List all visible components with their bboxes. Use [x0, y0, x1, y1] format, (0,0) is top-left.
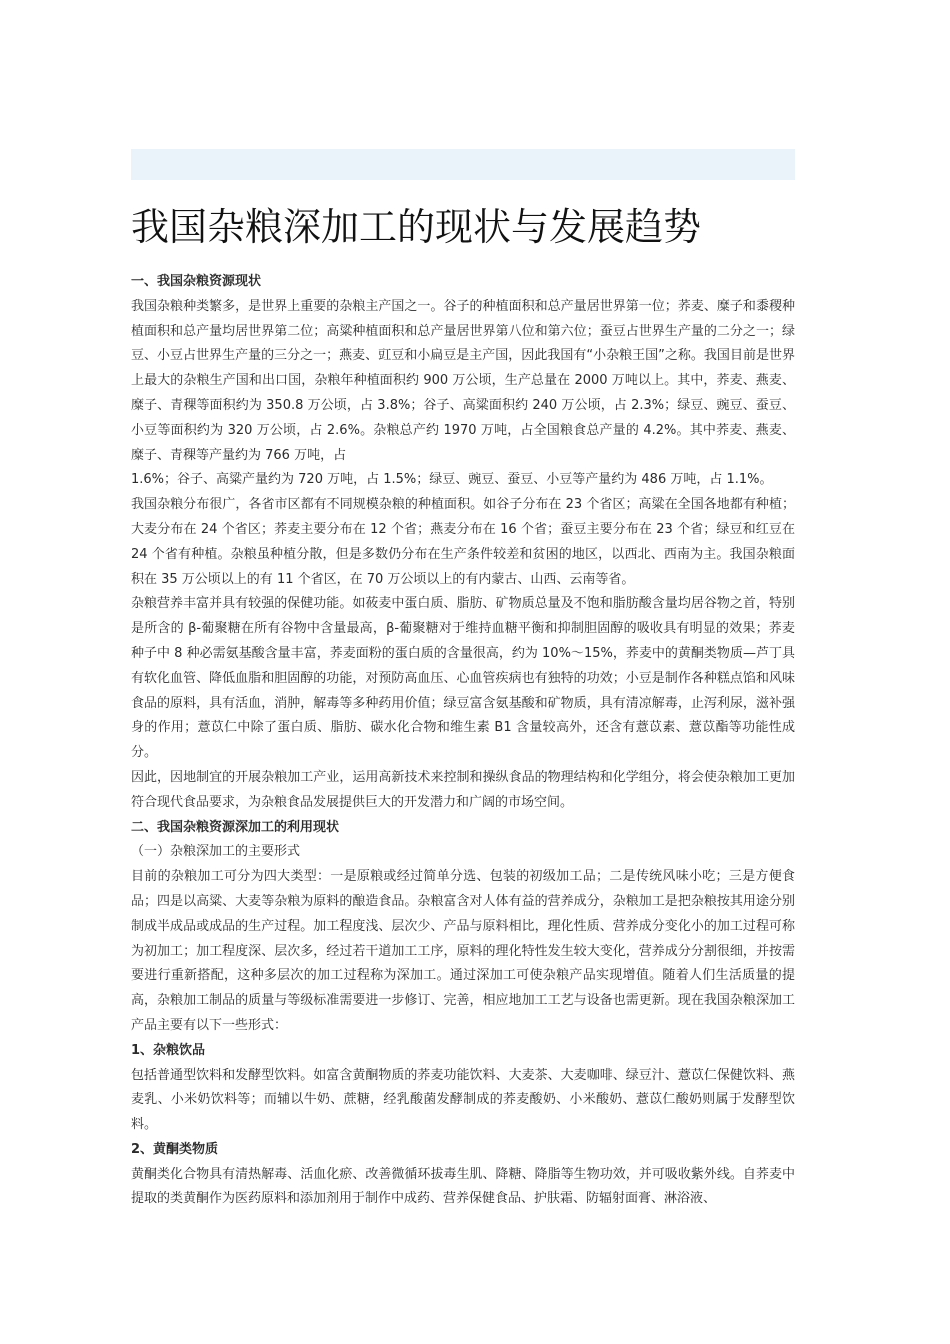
paragraph: 目前的杂粮加工可分为四大类型：一是原粮或经过简单分选、包装的初级加工品；二是传统风味小吃；三是方便食品；四是以高粱、大麦等杂粮为原料的酿造食品。杂粮富含对人体有益的营养成分，杂粮加工是把杂粮按其用途分别制成半成品或成品的生产过程。加工程度浅、层次少、产品与原料相比，理化性质、营养成分变化小的加工过程可称为初加工；加工程度深、层次多，经过若干道加工工序，原料的理化特性发生较大变化，营养成分分割很细，并按需要进行重新搭配，这种多层次的加工过程称为深加工。通过深加工可使杂粮产品实现增值。随着人们生活质量的提高，杂粮加工制品的质量与等级标准需要进一步修订、完善，相应地加工工艺与设备也需更新。现在我国杂粮深加工产品主要有以下一些形式： [131, 869, 795, 1033]
paragraph: 因此，因地制宜的开展杂粮加工产业，运用高新技术来控制和操纵食品的物理结构和化学组分，将会使杂粮加工更加符合现代食品要求，为杂粮食品发展提供巨大的开发潜力和广阔的市场空间。 [131, 769, 795, 810]
paragraph: 1.6%；谷子、高粱产量约为 720 万吨，占 1.5%；绿豆、豌豆、蚕豆、小豆等产量约为 486 万吨，占 1.1%。 [131, 472, 773, 488]
section-heading-1: 一、我国杂粮资源现状 [131, 274, 262, 289]
article-title: 我国杂粮深加工的现状与发展趋势 [131, 205, 702, 249]
paragraph: 包括普通型饮料和发酵型饮料。如富含黄酮物质的荞麦功能饮料、大麦茶、大麦咖啡、绿豆汁、薏苡仁保健饮料、燕麦乳、小米奶饮料等；而辅以牛奶、蔗糖，经乳酸菌发酵制成的荞麦酸奶、小米酸奶、薏苡仁酸奶则属于发酵型饮料。 [131, 1067, 795, 1133]
item-heading-2: 2、黄酮类物质 [131, 1141, 219, 1157]
paragraph: 杂粮营养丰富并具有较强的保健功能。如莜麦中蛋白质、脂肪、矿物质总量及不饱和脂肪酸含量均居谷物之首，特别是所含的 β-葡聚糖在所有谷物中含量最高，β-葡聚糖对于维持血糖平衡和抑制胆固醇的吸收具有明显的效果；荞麦种子中 8 种必需氨基酸含量丰富，荞麦面粉的蛋白质的含量很高，约为 10%～15%，荞麦中的黄酮类物质—芦丁具有软化血管、降低血脂和胆固醇的功能，对预防高血压、心血管疾病也有独特的功效；小豆是制作各种糕点馅和风味食品的原料，具有活血，消肿，解毒等多种药用价值；绿豆富含氨基酸和矿物质，具有清凉解毒，止泻利尿，滋补强身的作用；薏苡仁中除了蛋白质、脂肪、碳水化合物和维生素 B1 含量较高外，还含有薏苡素、薏苡酯等功能性成分。 [131, 596, 795, 761]
paragraph: 我国杂粮分布很广，各省市区都有不同规模杂粮的种植面积。如谷子分布在 23 个省区；高粱在全国各地都有种植；大麦分布在 24 个省区；荞麦主要分布在 12 个省；燕麦分布在 16 个省；蚕豆主要分布在 23 个省；绿豆和红豆在 24 个省有种植。杂粮虽种植分散，但是多数仍分布在生产条件较差和贫困的地区，以西北、西南为主。我国杂粮面积在 35 万公顷以上的有 11 个省区，在 70 万公顷以上的有内蒙古、山西、云南等省。 [131, 497, 795, 587]
subsection-heading: （一）杂粮深加工的主要形式 [131, 844, 301, 860]
paragraph: 黄酮类化合物具有清热解毒、活血化瘀、改善微循环拔毒生肌、降糖、降脂等生物功效，并可吸收紫外线。自荞麦中提取的类黄酮作为医药原料和添加剂用于制作中成药、营养保健食品、护肤霜、防辐射面膏、淋浴液、 [131, 1166, 795, 1207]
article-body [131, 270, 795, 1212]
section-heading-2: 二、我国杂粮资源深加工的利用现状 [131, 819, 340, 835]
item-heading-1: 1、杂粮饮品 [131, 1042, 206, 1058]
header-band [131, 149, 795, 180]
paragraph: 我国杂粮种类繁多，是世界上重要的杂粮主产国之一。谷子的种植面积和总产量居世界第一位；荞麦、糜子和黍稷种植面积和总产量均居世界第二位；高粱种植面积和总产量居世界第八位和第六位；蚕豆占世界生产量的二分之一；绿豆、小豆占世界生产量的三分之一；燕麦、豇豆和小扁豆是主产国，因此我国有“小杂粮王国”之称。我国目前是世界上最大的杂粮生产国和出口国，杂粮年种植面积约 900 万公顷，生产总量在 2000 万吨以上。其中，荞麦、燕麦、糜子、青稞等面积约为 350.8 万公顷，占 3.8%；谷子、高粱面积约 240 万公顷，占 2.3%；绿豆、豌豆、蚕豆、小豆等面积约为 320 万公顷，占 2.6%。杂粮总产约 1970 万吨，占全国粮食总产量的 4.2%。其中荞麦、燕麦、糜子、青稞等产量约为 766 万吨，占 [131, 298, 795, 463]
